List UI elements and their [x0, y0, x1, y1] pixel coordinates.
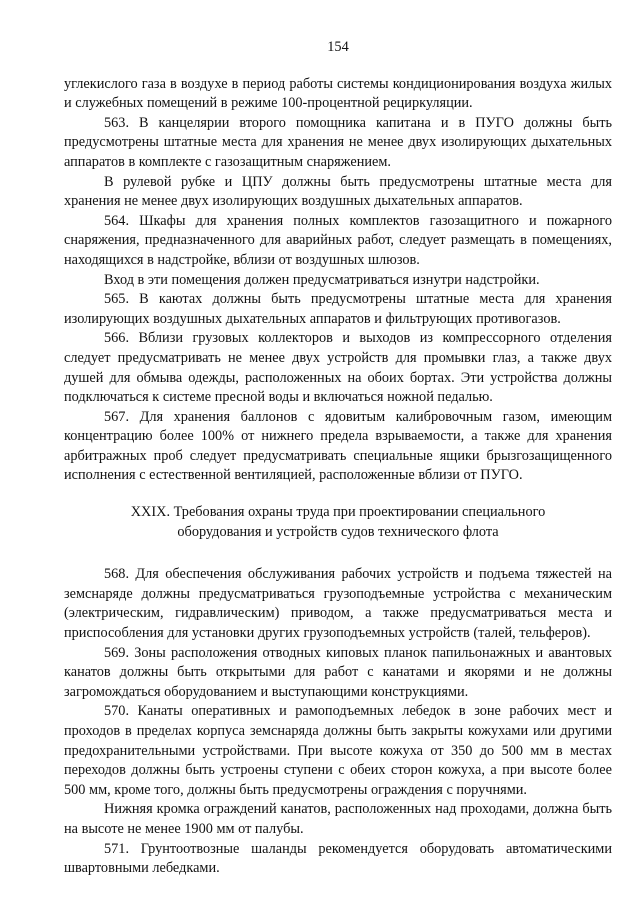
- paragraph-563-wheelhouse: В рулевой рубке и ЦПУ должны быть предусмотрены штатные места для хранения не менее двух изолирующих воздушных дыхательных аппаратов.: [64, 173, 612, 210]
- paragraph-563: 563. В канцелярии второго помощника капитана и в ПУГО должны быть предусмотрены штатные места для хранения не менее двух изолирующих дыхательных аппаратов в комплекте с газозащитным снаряжением.: [64, 114, 612, 170]
- paragraph-567: 567. Для хранения баллонов с ядовитым калибровочным газом, имеющим концентрацию более 100% от нижнего предела взрываемости, а также для хранения арбитражных проб следует предусматривать специальные ящики брызгозащищенного исполнения с естественной вентиляцией, расположенные вблизи от ПУГО.: [64, 408, 612, 484]
- paragraph-568: 568. Для обеспечения обслуживания рабочих устройств и подъема тяжестей на земснаряде должны предусматриваться грузоподъемные устройства с механическим (электрическим, гидравлическим) приводом, а также предусматриваться места и приспособления для установки других грузоподъемных устройств (талей, тельферов).: [64, 566, 612, 642]
- section-heading: XXIX. Требования охраны труда при проектировании специального оборудования и устройств судов технического флота: [130, 504, 546, 540]
- paragraph-570-lower-edge: Нижняя кромка ограждений канатов, расположенных над проходами, должна быть на высоте не менее 1900 мм от палубы.: [64, 801, 612, 837]
- paragraph-564-entrance: Вход в эти помещения должен предусматриваться изнутри надстройки.: [104, 271, 540, 288]
- paragraph-571: 571. Грунтоотвозные шаланды рекомендуется оборудовать автоматическими швартовными лебедками.: [64, 840, 612, 877]
- paragraph-564: 564. Шкафы для хранения полных комплектов газозащитного и пожарного снаряжения, предназначенного для аварийных работ, следует размещать в помещениях, находящихся в надстройке, вблизи от воздушных шлюзов.: [64, 212, 612, 268]
- document-page: [64, 38, 612, 879]
- paragraph-continuation: углекислого газа в воздухе в период работы системы кондиционирования воздуха жилых и служебных помещений в режиме 100-процентной рециркуляции.: [64, 75, 612, 112]
- paragraph-569: 569. Зоны расположения отводных киповых планок папильонажных и авантовых канатов должны быть открытыми для работ с канатами и якорями и не должны загромождаться оборудованием и выступающими конструкциями.: [64, 644, 612, 700]
- paragraph-570: 570. Канаты оперативных и рамоподъемных лебедок в зоне рабочих мест и проходов в пределах корпуса земснаряда должны быть закрыты кожухами или другими предохранительными устройствами. При высоте кожуха от 350 до 500 мм в местах переходов должны быть устроены ступени с обеих сторон кожуха, а при высоте более 500 мм, кроме того, должны быть предусмотрены ограждения с поручнями.: [64, 703, 612, 798]
- page-number: 154: [327, 39, 349, 55]
- paragraph-565: 565. В каютах должны быть предусмотрены штатные места для хранения изолирующих воздушных дыхательных аппаратов и фильтрующих противогазов.: [64, 291, 612, 327]
- paragraph-566: 566. Вблизи грузовых коллекторов и выходов из компрессорного отделения следует предусматривать не менее двух устройств для промывки глаз, а также двух душей для обмыва одежды, расположенных на обоих бортах. Эти устройства должны подключаться к системе пресной воды и включаться ножной педалью.: [64, 330, 612, 406]
